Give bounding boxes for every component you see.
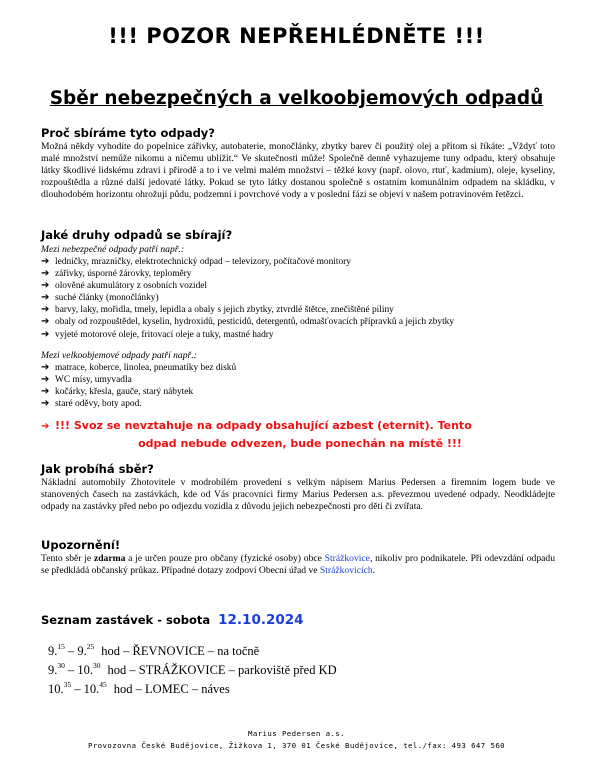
kinds-heading: Jaké druhy odpadů se sbírají? xyxy=(41,228,233,242)
time-dash: – xyxy=(64,644,78,659)
list-item-text: kočárky, křesla, gauče, starý nábytek xyxy=(55,387,194,398)
start-hour: 10. xyxy=(48,682,64,697)
end-hour: 10. xyxy=(77,663,93,678)
list-item xyxy=(41,292,454,304)
why-paragraph: Možná někdy vyhodíte do popelnice zářivky, autobaterie, monočlánky, zbytky barev či použitý olej a přitom si říkáte: „Vždyť toto malé množství nemůže nikomu a ničemu ublížit.“ Ve skutečnosti může! Společně denně vyhazujeme tuny odpadu, který obsahuje látky škodlivé lidskému zdraví i přírodě a to i ve velmi malém množství – těžké kovy (např. olovo, rtuť, kadmium), oleje, kyseliny, rozpouštědla a různé další jedovaté látky. Pokud se tyto látky dostanou společně s ostatním komunálním odpadem na skládku, v dlouhodobém horizontu ohrožují půdu, podzemní i povrchové vody a v poslední fázi se objeví v našem potravinovém řetězci. xyxy=(41,141,555,200)
arrow-right-icon: ➔ xyxy=(41,421,50,432)
notice-text-3: , nikoliv pro podnikatele. Při odevzdání odpadu se předkládá občanský průkaz. Případné dotazy zodpoví Obecní úřad ve xyxy=(41,553,555,576)
arrow-right-icon: ➔ xyxy=(41,362,50,373)
stop-row xyxy=(48,638,337,657)
list-item xyxy=(41,316,454,328)
bulky-list xyxy=(41,362,236,410)
arrow-right-icon: ➔ xyxy=(41,386,50,398)
schedule-label: Seznam zastávek - sobota xyxy=(41,613,211,627)
warning-line-1: !!! Svoz se nevztahuje na odpady obsahující azbest (eternit). Tento xyxy=(55,419,472,432)
list-item xyxy=(41,329,454,341)
notice-text-1: Tento sběr je xyxy=(41,553,94,564)
hazardous-label: Mezi nebezpečné odpady patří např.: xyxy=(41,244,185,255)
list-item-text: zářivky, úsporné žárovky, teploměry xyxy=(55,269,192,280)
time-dash: – xyxy=(71,682,84,697)
list-item xyxy=(41,362,236,374)
notice-free: zdarma xyxy=(93,553,126,564)
footer-address: Provozovna České Budějovice, Žižkova 1, 370 01 České Budějovice, tel./fax: 493 647 560 xyxy=(87,741,506,750)
stop-row xyxy=(48,657,337,676)
page-title: Sběr nebezpečných a velkoobjemových odpadů xyxy=(49,88,544,109)
notice-paragraph xyxy=(41,553,555,577)
arrow-right-icon: ➔ xyxy=(41,398,50,410)
schedule-heading xyxy=(41,612,304,628)
list-item-text: obaly od rozpouštědel, kyselin, hydroxidů, pesticidů, detergentů, odmašťovacích přípravků a jejich zbytky xyxy=(55,317,455,328)
list-item xyxy=(41,386,236,398)
list-item-text: matrace, koberce, linolea, pneumatiky bez disků xyxy=(55,363,237,373)
notice-heading: Upozornění! xyxy=(41,538,121,552)
list-item xyxy=(41,268,454,280)
how-paragraph: Nákladní automobily Zhotovitele v modrobílém provedení s velkým nápisem Marius Pedersen a firemním logem bude ve stanovených časech na zastávkách, kde od Vás pracovníci firmy Marius Pedersen a.s. převezmou uvedené odpady. Neodkládejte odpady na zastávky před nebo po odjezdu vozidla z důvodu jejich nebezpečnosti pro děti či zvířata. xyxy=(41,477,555,512)
list-item-text: barvy, laky, mořidla, tmely, lepidla a obaly s jejich zbytky, ztvrdlé štětce, znečištěné piliny xyxy=(55,305,394,316)
how-heading: Jak probíhá sběr? xyxy=(41,462,154,476)
end-minute: 25 xyxy=(86,642,95,651)
arrow-right-icon: ➔ xyxy=(41,374,50,386)
list-item xyxy=(41,280,454,292)
start-hour: 9. xyxy=(48,644,58,659)
start-minute: 15 xyxy=(57,642,65,651)
bulky-label: Mezi velkoobjemové odpady patří např.: xyxy=(41,350,197,361)
warning-line-2: odpad nebude odvezen, bude ponechán na místě !!! xyxy=(138,437,462,450)
stops-list xyxy=(48,638,337,695)
link-strazkovice[interactable]: Strážkovice xyxy=(324,553,370,564)
footer-company: Marius Pedersen a.s. xyxy=(248,729,345,738)
schedule-date: 12.10.2024 xyxy=(218,612,304,628)
footer xyxy=(0,728,593,752)
arrow-right-icon: ➔ xyxy=(41,280,50,292)
headline: !!! POZOR NEPŘEHLÉDNĚTE !!! xyxy=(108,24,485,48)
arrow-right-icon: ➔ xyxy=(41,304,50,316)
why-heading: Proč sbíráme tyto odpady? xyxy=(41,126,215,140)
list-item-text: ledničky, mrazničky, elektrotechnický odpad – televizory, počítačové monitory xyxy=(55,257,351,267)
list-item xyxy=(41,256,454,268)
end-minute: 45 xyxy=(99,680,107,689)
time-dash: – xyxy=(64,663,78,678)
end-hour: 9. xyxy=(77,644,87,659)
stop-place: hod – ŘEVNOVICE – na točně xyxy=(101,644,260,659)
list-item xyxy=(41,374,236,386)
notice-text-2: a je určen pouze pro občany (fyzické osoby) obce xyxy=(125,553,325,564)
start-minute: 35 xyxy=(63,680,72,689)
list-item-text: suché články (monočlánky) xyxy=(55,293,159,304)
link-strazkovicich[interactable]: Strážkovicích xyxy=(319,565,373,576)
list-item-text: staré oděvy, boty apod. xyxy=(55,399,142,410)
asbestos-warning xyxy=(41,417,559,452)
stop-place: hod – LOMEC – náves xyxy=(113,682,230,697)
arrow-right-icon: ➔ xyxy=(41,256,50,267)
list-item xyxy=(41,304,454,316)
list-item xyxy=(41,398,236,410)
arrow-right-icon: ➔ xyxy=(41,316,50,328)
stop-row xyxy=(48,676,337,695)
stop-place: hod – STRÁŽKOVICE – parkoviště před KD xyxy=(107,663,337,678)
start-minute: 30 xyxy=(57,661,65,670)
arrow-right-icon: ➔ xyxy=(41,292,50,304)
hazardous-list xyxy=(41,256,454,341)
arrow-right-icon: ➔ xyxy=(41,268,50,280)
end-minute: 30 xyxy=(93,661,101,670)
start-hour: 9. xyxy=(48,663,58,678)
list-item-text: vyjeté motorové oleje, fritovací oleje a tuky, mastné hadry xyxy=(55,329,274,340)
arrow-right-icon: ➔ xyxy=(41,328,50,340)
notice-text-4: . xyxy=(372,565,376,576)
list-item-text: olověné akumulátory z osobních vozidel xyxy=(55,281,208,292)
list-item-text: WC mísy, umyvadla xyxy=(55,375,132,386)
end-hour: 10. xyxy=(83,682,100,697)
